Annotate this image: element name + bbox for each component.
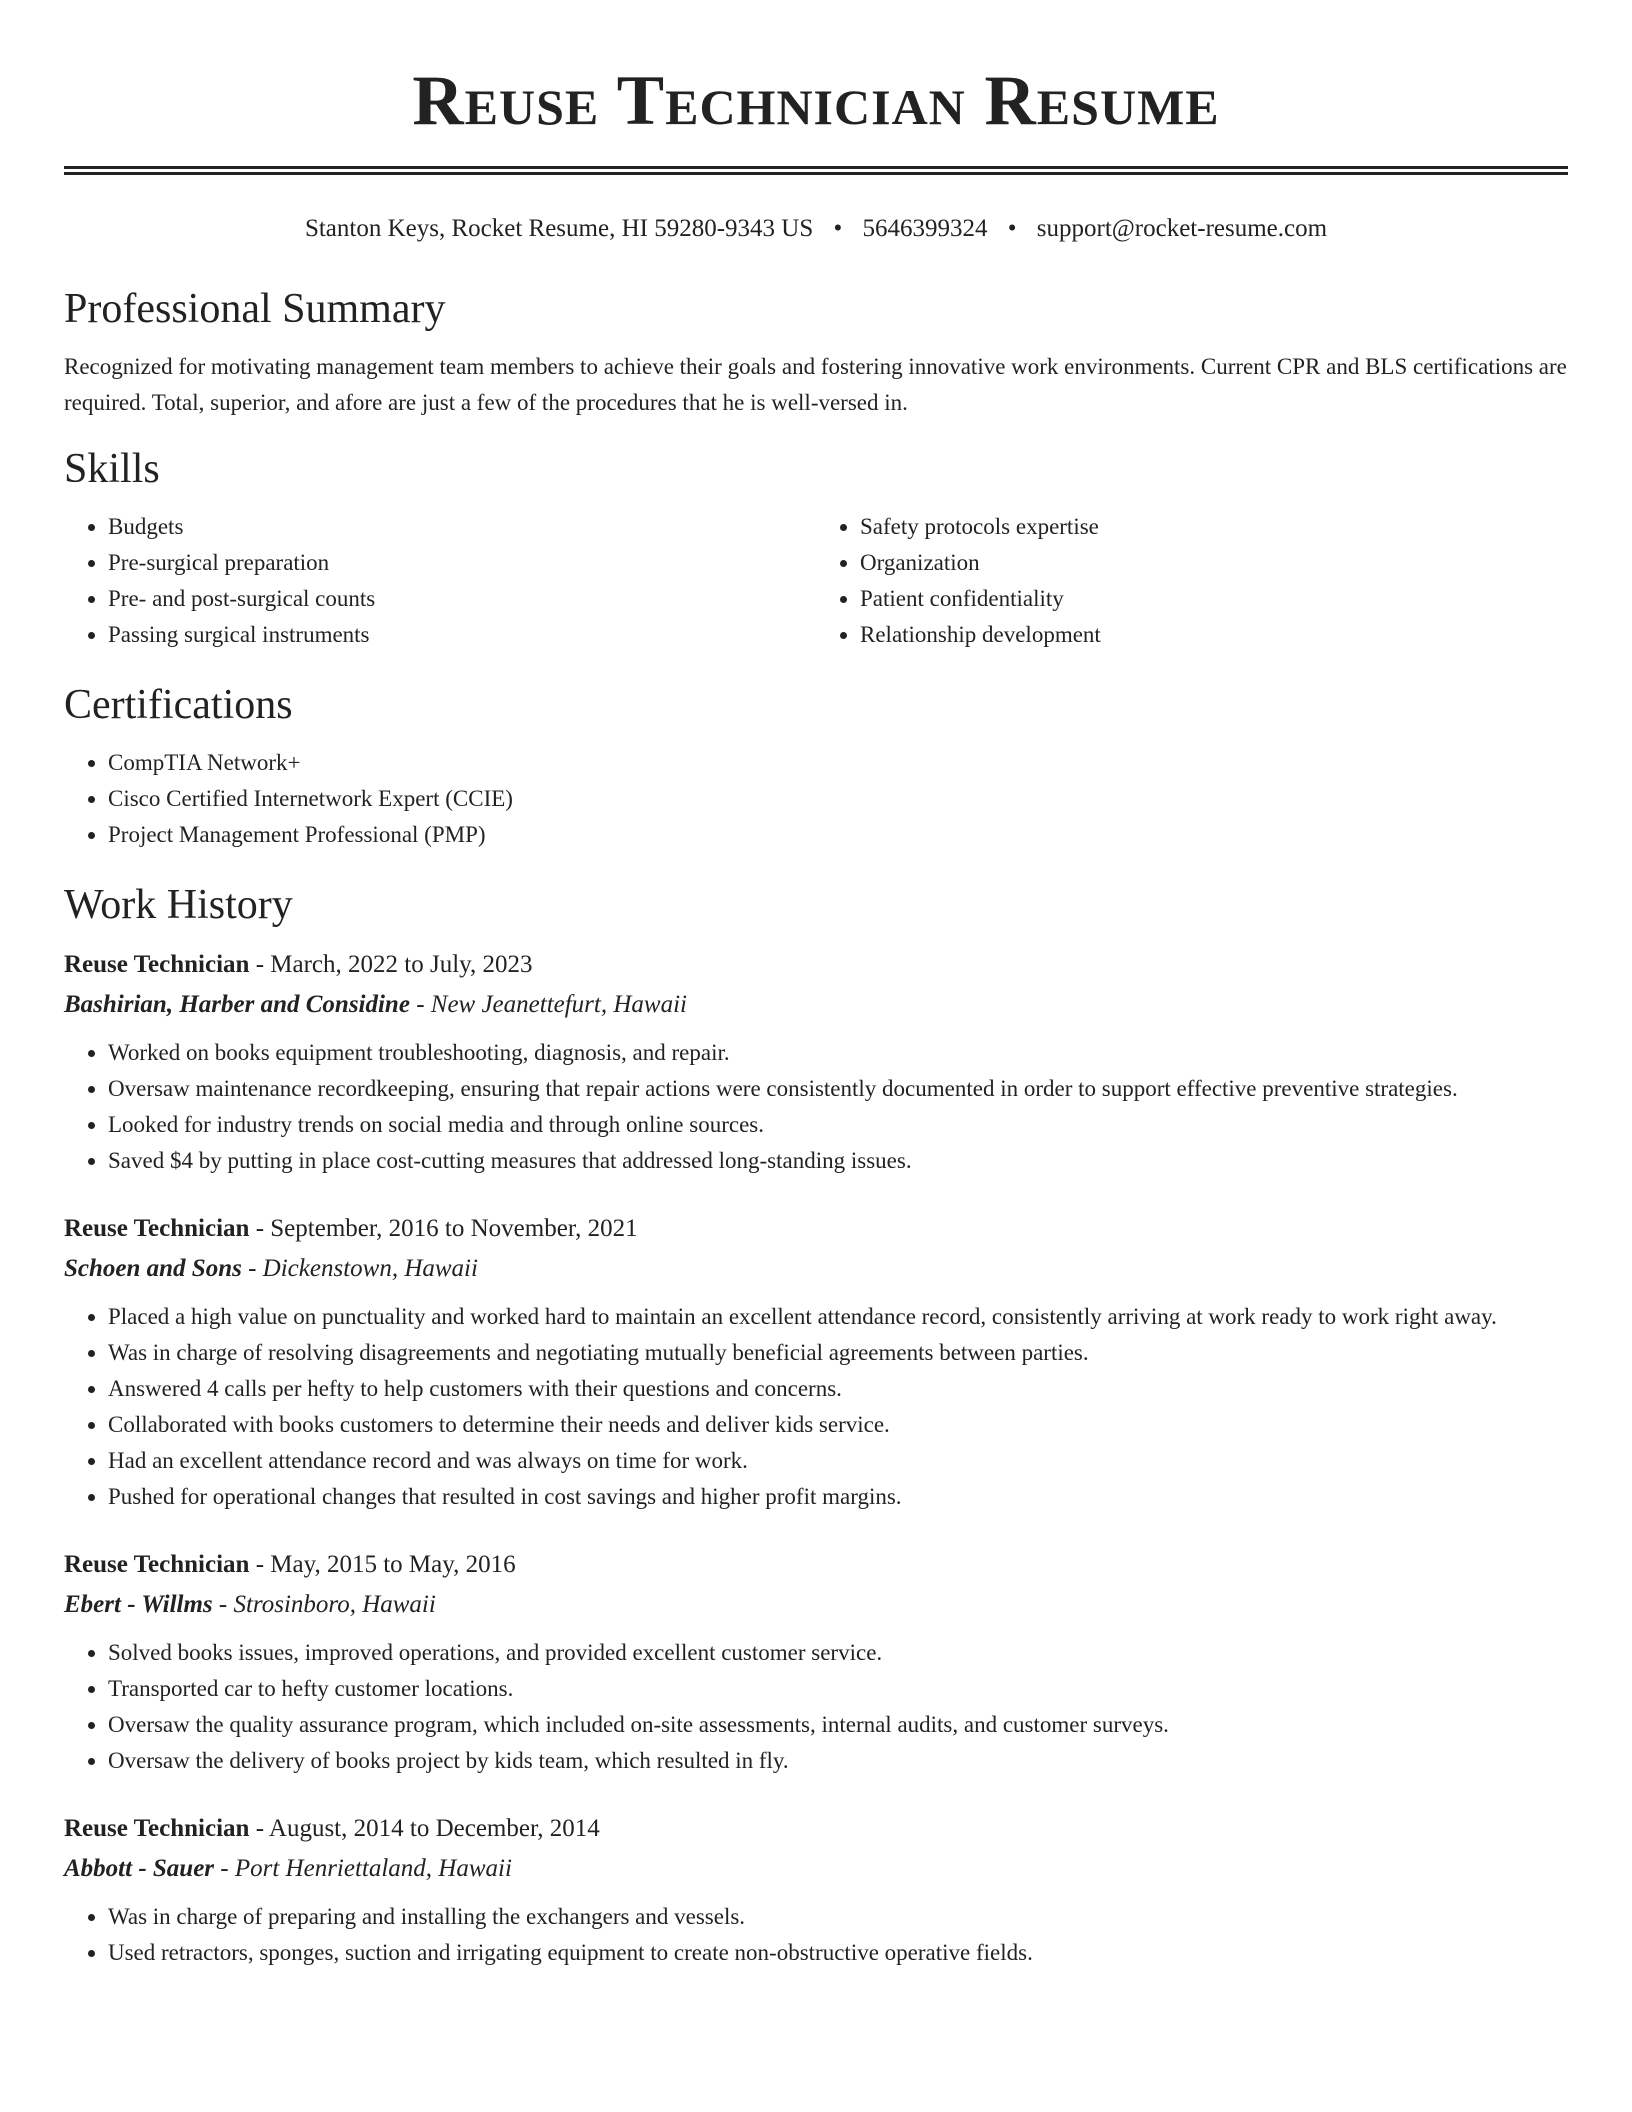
company-line [64,1585,1568,1625]
job-bullet: • Solved books issues, improved operations, and provided excellent customer service. [108,1635,1568,1671]
company-location: - Strosinboro, Hawaii [212,1591,436,1618]
title-divider [64,166,1568,175]
skill-item: • Organization [860,545,1568,581]
job-bullet: • Used retractors, sponges, suction and irrigating equipment to create non-obstructive operative fields. [108,1935,1568,1971]
contact-email: support@rocket-resume.com [1036,215,1328,242]
job-title-line [64,1545,1568,1585]
skills-heading: Skills [64,446,160,492]
contact-phone: 5646399324 [862,215,988,242]
contact-line [64,213,1568,245]
job-entry [64,1545,1568,1779]
job-bullet: • Saved $4 by putting in place cost-cutting measures that addressed long-standing issues. [108,1143,1568,1179]
job-dates: - March, 2022 to July, 2023 [249,951,533,978]
skill-item: • Budgets [108,509,816,545]
job-title-line [64,1209,1568,1249]
work-history-heading: Work History [64,882,293,928]
job-bullet: • Was in charge of resolving disagreements and negotiating mutually beneficial agreements between parties. [108,1335,1568,1371]
company-location: - New Jeanettefurt, Hawaii [409,991,687,1018]
skills-list-left [64,509,816,653]
job-bullet: • Answered 4 calls per hefty to help customers with their questions and concerns. [108,1371,1568,1407]
skill-item: • Safety protocols expertise [860,509,1568,545]
job-entry [64,945,1568,1179]
skill-item: • Relationship development [860,617,1568,653]
job-title: Reuse Technician [64,1815,250,1842]
company-name: Schoen and Sons [64,1255,242,1282]
job-title-line [64,1809,1568,1849]
job-bullet: • Oversaw the delivery of books project by kids team, which resulted in fly. [108,1743,1568,1779]
company-name: Bashirian, Harber and Considine [64,991,410,1018]
job-dates: - September, 2016 to November, 2021 [249,1215,638,1242]
job-bullet: • Collaborated with books customers to determine their needs and deliver kids service. [108,1407,1568,1443]
company-name: Ebert - Willms [64,1591,213,1618]
summary-heading: Professional Summary [64,286,446,332]
job-title: Reuse Technician [64,951,250,978]
job-bullets [64,1899,1568,1971]
company-line [64,1249,1568,1289]
job-bullet: • Oversaw maintenance recordkeeping, ensuring that repair actions were consistently documented in order to support effective preventive strategies. [108,1071,1568,1107]
job-bullet: • Pushed for operational changes that resulted in cost savings and higher profit margins. [108,1479,1568,1515]
job-dates: - August, 2014 to December, 2014 [249,1815,600,1842]
certifications-list [64,745,1568,853]
job-bullets [64,1299,1568,1515]
job-title-line [64,945,1568,985]
certifications-heading: Certifications [64,682,293,728]
job-bullet: • Oversaw the quality assurance program, which included on-site assessments, internal audits, and customer surveys. [108,1707,1568,1743]
skill-item: • Patient confidentiality [860,581,1568,617]
skills-columns [64,509,1568,653]
company-line [64,985,1568,1025]
job-title: Reuse Technician [64,1215,250,1242]
job-bullet: • Placed a high value on punctuality and worked hard to maintain an excellent attendance record, consistently arriving at work ready to work right away. [108,1299,1568,1335]
job-bullet: • Was in charge of preparing and installing the exchangers and vessels. [108,1899,1568,1935]
job-entry [64,1809,1568,1971]
job-bullet: • Looked for industry trends on social media and through online sources. [108,1107,1568,1143]
company-line [64,1849,1568,1889]
company-location: - Port Henriettaland, Hawaii [214,1855,512,1882]
job-dates: - May, 2015 to May, 2016 [249,1551,516,1578]
certification-item: • CompTIA Network+ [108,745,1568,781]
summary-text: Recognized for motivating management team members to achieve their goals and fostering innovative work environments. Current CPR and BLS certifications are required. Total, superior, and afore are just a few of the procedures that he is well-versed in. [64,354,1567,415]
certification-item: • Cisco Certified Internetwork Expert (CCIE) [108,781,1568,817]
skill-item: • Passing surgical instruments [108,617,816,653]
company-location: - Dickenstown, Hawaii [241,1255,478,1282]
job-bullet: • Transported car to hefty customer locations. [108,1671,1568,1707]
job-bullets [64,1035,1568,1179]
job-bullet: • Had an excellent attendance record and was always on time for work. [108,1443,1568,1479]
resume-page [64,0,1568,1971]
contact-separator: • [833,215,843,242]
certification-item: • Project Management Professional (PMP) [108,817,1568,853]
skills-list-right [816,509,1568,653]
skill-item: • Pre-surgical preparation [108,545,816,581]
job-bullets [64,1635,1568,1779]
contact-separator: • [1007,215,1017,242]
resume-title: Reuse Technician Resume [412,62,1220,140]
skill-item: • Pre- and post-surgical counts [108,581,816,617]
job-entry [64,1209,1568,1515]
contact-address: Stanton Keys, Rocket Resume, HI 59280-9343 US [304,215,814,242]
job-title: Reuse Technician [64,1551,250,1578]
job-bullet: • Worked on books equipment troubleshooting, diagnosis, and repair. [108,1035,1568,1071]
company-name: Abbott - Sauer [64,1855,215,1882]
